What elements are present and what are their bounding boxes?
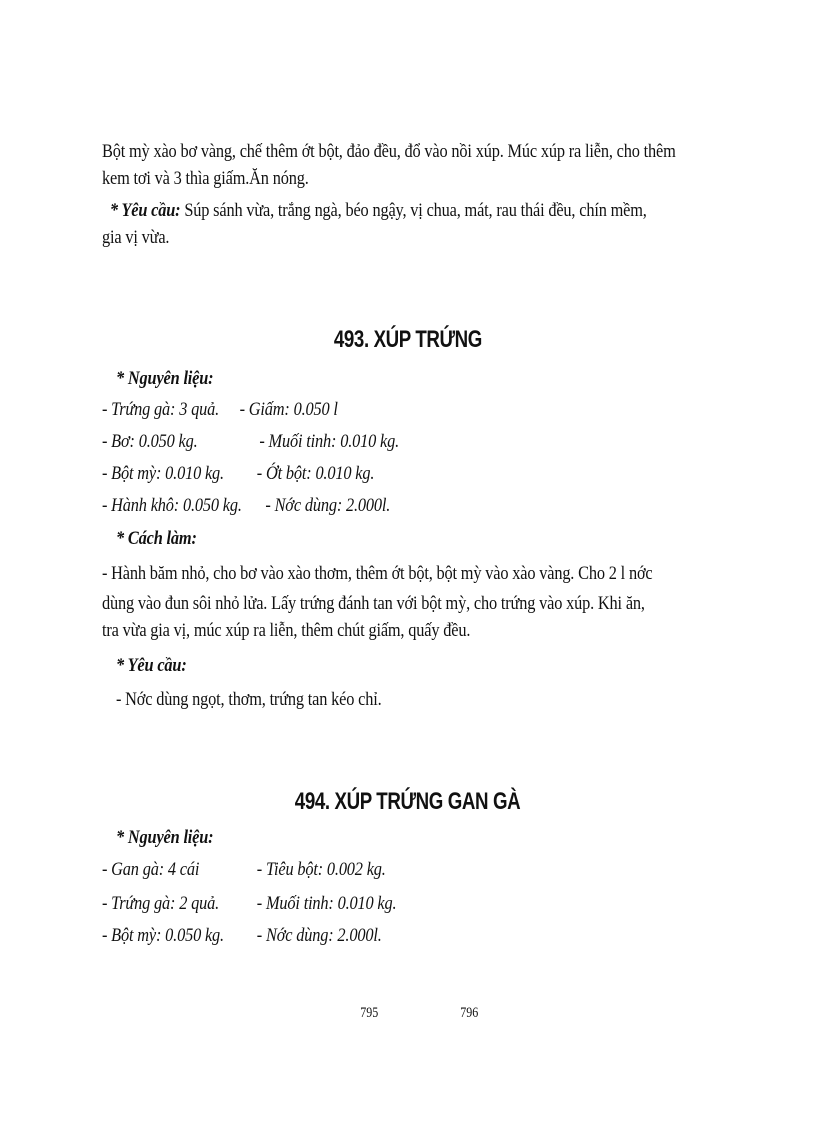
page-number-left: 795 (360, 1005, 379, 1021)
page-number-right: 796 (460, 1005, 479, 1021)
recipe-494-ingredient-row: - Trứng gà: 2 quả. - Muối tinh: 0.010 kg. (102, 893, 397, 914)
recipe-493-ingredient-row: - Bột mỳ: 0.010 kg. - Ớt bột: 0.010 kg. (102, 463, 375, 484)
recipe-493-requirement-label: * Yêu cầu: (116, 655, 187, 676)
recipe-493-method-line: tra vừa gia vị, múc xúp ra liễn, thêm chút giấm, quấy đều. (102, 620, 471, 641)
recipe-493-ingredients-label: * Nguyên liệu: (116, 368, 214, 389)
recipe-493-requirement-text: - Nớc dùng ngọt, thơm, trứng tan kéo chỉ. (116, 689, 382, 710)
recipe-493-ingredient-row: - Bơ: 0.050 kg. - Muối tinh: 0.010 kg. (102, 431, 400, 452)
requirement-text: Súp sánh vừa, trắng ngà, béo ngậy, vị chua, mát, rau thái đều, chín mềm, (180, 200, 647, 221)
recipe-494-ingredient-row: - Bột mỳ: 0.050 kg. - Nớc dùng: 2.000l. (102, 925, 382, 946)
recipe-493-title: 493. XÚP TRỨNG (333, 326, 483, 353)
recipe-493-method-line: dùng vào đun sôi nhỏ lửa. Lấy trứng đánh tan với bột mỳ, cho trứng vào xúp. Khi ăn, (102, 593, 645, 614)
recipe-493-ingredient-row: - Trứng gà: 3 quả. - Giấm: 0.050 l (102, 399, 338, 420)
recipe-493-method-line: - Hành băm nhỏ, cho bơ vào xào thơm, thêm ớt bột, bột mỳ vào xào vàng. Cho 2 l nớc (102, 563, 653, 584)
recipe-494-ingredients-label: * Nguyên liệu: (116, 827, 214, 848)
recipe-494-ingredient-row: - Gan gà: 4 cái - Tiêu bột: 0.002 kg. (102, 859, 386, 880)
intro-requirement (102, 199, 647, 223)
requirement-label: * Yêu cầu: (109, 200, 181, 221)
intro-line-2: kem tơi và 3 thìa giấm.Ăn nóng. (102, 168, 309, 189)
intro-line-1: Bột mỳ xào bơ vàng, chế thêm ớt bột, đảo đều, đổ vào nồi xúp. Múc xúp ra liễn, cho thêm (102, 141, 676, 162)
recipe-493-ingredient-row: - Hành khô: 0.050 kg. - Nớc dùng: 2.000l. (102, 495, 391, 516)
recipe-494-title: 494. XÚP TRỨNG GAN GÀ (295, 788, 521, 815)
recipe-493-method-label: * Cách làm: (116, 528, 197, 549)
intro-requirement-line-2: gia vị vừa. (102, 227, 170, 248)
